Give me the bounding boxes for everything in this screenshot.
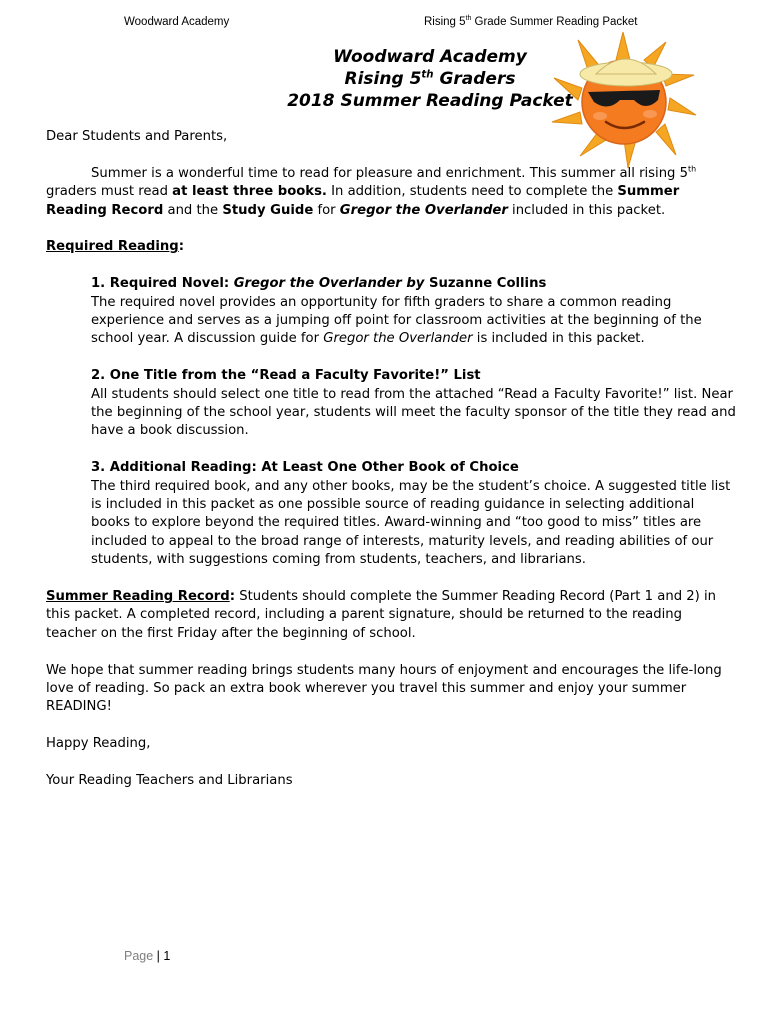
reading-item-1-text: The required novel provides an opportunity for fifth graders to share a common reading experience and serves as a jumping off point for classroom activities at the beginning of the school year. A discussion guide for Gregor the Overlander is included in this packet. [91, 294, 702, 347]
reading-item-1 [91, 275, 736, 349]
reading-item-3 [91, 459, 736, 569]
title-line-2: Rising 5th Graders [344, 69, 516, 89]
required-reading-heading: Required Reading: [46, 239, 184, 255]
intro-paragraph: Summer is a wonderful time to read for pleasure and enrichment. This summer all rising 5th graders must read at least three books. In addition, students need to complete the Summer Reading Record and the Study Guide for Gregor the Overlander included in this packet. [46, 164, 697, 218]
letter-body [46, 128, 736, 790]
salutation: Dear Students and Parents, [46, 129, 228, 144]
closing-paragraph: We hope that summer reading brings students many hours of enjoyment and encourages the life-long love of reading. So pack an extra book wherever you travel this summer and enjoy your summer READING! [46, 662, 722, 715]
reading-item-2-text: All students should select one title to read from the attached “Read a Faculty Favorite!” list. Near the beginning of the school year, students will meet the faculty sponsor of the title they read and have a book discussion. [91, 386, 736, 439]
page-footer: Page | 1 [124, 949, 171, 963]
reading-item-3-heading: 3. Additional Reading: At Least One Other Book of Choice [91, 460, 519, 476]
title-line-1: Woodward Academy [333, 47, 527, 67]
summer-reading-record-paragraph: Summer Reading Record: Students should complete the Summer Reading Record (Part 1 and 2) in this packet. A completed record, including a parent signature, should be returned to the reading teacher on the first Friday after the beginning of school. [46, 589, 717, 641]
page-number: 1 [163, 949, 171, 963]
running-header-right: Rising 5th Grade Summer Reading Packet [424, 15, 638, 28]
signature: Your Reading Teachers and Librarians [46, 773, 293, 789]
running-header-left: Woodward Academy [124, 16, 230, 28]
title-line-3: 2018 Summer Reading Packet [287, 91, 573, 111]
reading-item-3-text: The third required book, and any other books, may be the student’s choice. A suggested title list is included in this packet as one possible source of reading guidance in selecting additional books to explore beyond the required titles. Award-winning and “too good to miss” titles are included to appeal to the broad range of interests, maturity levels, and reading abilities of our students, with suggestions coming from students, teachers, and librarians. [91, 478, 731, 568]
page-label: Page [124, 949, 154, 963]
reading-item-2-heading: 2. One Title from the “Read a Faculty Favorite!” List [91, 368, 481, 384]
reading-item-2 [91, 367, 736, 441]
reading-item-1-heading: 1. Required Novel: Gregor the Overlander by Suzanne Collins [91, 276, 547, 292]
signoff: Happy Reading, [46, 736, 151, 752]
